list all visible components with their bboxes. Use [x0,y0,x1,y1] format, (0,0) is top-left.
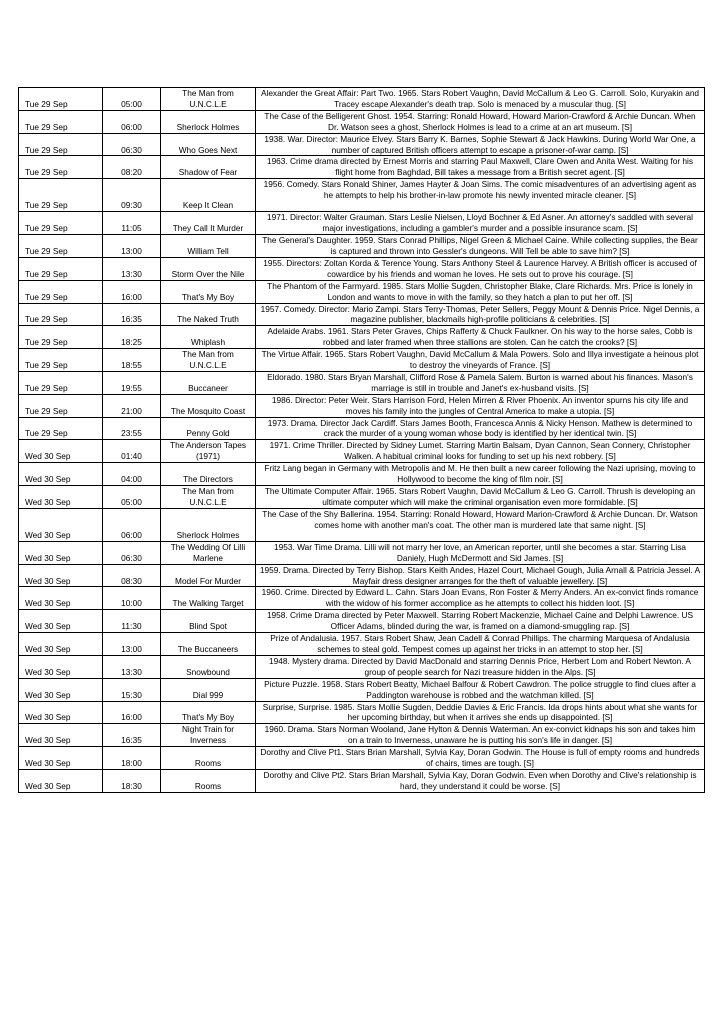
programme-title: That's My Boy [161,701,256,724]
programme-time: 11:30 [103,610,161,633]
schedule-table [18,87,705,793]
programme-date: Wed 30 Sep [19,440,103,463]
programme-date: Tue 29 Sep [19,349,103,372]
programme-description: Adelaide Arabs. 1961. Stars Peter Graves, Chips Rafferty & Chuck Faulkner. On his way to the horse sales, Cobb is robbed and later framed when three stallions are stolen. Can he catch the crooks? [S] [256,326,705,349]
programme-title: The Man from U.N.C.L.E [161,349,256,372]
programme-time: 16:00 [103,701,161,724]
programme-date: Tue 29 Sep [19,257,103,280]
programme-time: 16:35 [103,724,161,747]
programme-date: Wed 30 Sep [19,486,103,509]
programme-time: 05:00 [103,88,161,111]
schedule-row [19,235,705,258]
programme-time: 13:30 [103,257,161,280]
programme-time: 05:00 [103,486,161,509]
programme-title: Blind Spot [161,610,256,633]
programme-date: Tue 29 Sep [19,394,103,417]
programme-title: The Buccaneers [161,633,256,656]
programme-title: Dial 999 [161,678,256,701]
programme-date: Wed 30 Sep [19,701,103,724]
programme-time: 23:55 [103,417,161,440]
programme-description: The General's Daughter. 1959. Stars Conrad Phillips, Nigel Green & Michael Caine. While collecting supplies, the Bear is captured and thrown into Gessler's dungeons. Will Tell be able to save him? [S] [256,235,705,258]
programme-time: 16:35 [103,303,161,326]
programme-description: Fritz Lang began in Germany with Metropolis and M. He then built a new career following the Nazi uprising, moving to Hollywood to become the king of film noir. [S] [256,463,705,486]
programme-time: 08:30 [103,564,161,587]
programme-description: 1938. War. Director: Maurice Elvey. Stars Barry K. Barnes, Sophie Stewart & Jack Hawkins. During World War One, a number of captured British officers attempt to escape a prisoner-of-war camp. [S] [256,133,705,156]
programme-date: Wed 30 Sep [19,633,103,656]
programme-description: 1957. Comedy. Director: Mario Zampi. Stars Terry-Thomas, Peter Sellers, Peggy Mount & Dennis Price. Nigel Dennis, a magazine publisher, blackmails high-profile politicians & celebrities. [S] [256,303,705,326]
programme-time: 10:00 [103,587,161,610]
programme-description: The Case of the Belligerent Ghost. 1954. Starring: Ronald Howard, Howard Marion-Crawford & Archie Duncan. When Dr. Watson sees a ghost, Sherlock Holmes is lead to a crime at an art museum. [S] [256,110,705,133]
programme-description: 1963. Crime drama directed by Ernest Morris and starring Paul Maxwell, Clare Owen and Anita West. Waiting for his flight home from Baghdad, Bill takes a message from a British secret agent. [S] [256,156,705,179]
programme-date: Tue 29 Sep [19,303,103,326]
programme-title: The Man from U.N.C.L.E [161,88,256,111]
programme-date: Tue 29 Sep [19,371,103,394]
programme-date: Tue 29 Sep [19,326,103,349]
schedule-row [19,724,705,747]
programme-description: The Ultimate Computer Affair. 1965. Stars Robert Vaughn, David McCallum & Leo G. Carroll. Thrush is developing an ultimate computer which will make the criminal organisation even more formidable. [S] [256,486,705,509]
schedule-row [19,633,705,656]
programme-title: Rooms [161,747,256,770]
programme-description: Dorothy and Clive Pt1. Stars Brian Marshall, Sylvia Kay, Doran Godwin. The House is full of empty rooms and hundreds of chairs, times are tough. [S] [256,747,705,770]
programme-title: Sherlock Holmes [161,508,256,541]
programme-description: Picture Puzzle. 1958. Stars Robert Beatty, Michael Balfour & Robert Cawdron. The police struggle to find clues after a Paddington warehouse is robbed and the watchman killed. [S] [256,678,705,701]
programme-title: The Man from U.N.C.L.E [161,486,256,509]
programme-date: Tue 29 Sep [19,156,103,179]
programme-time: 18:00 [103,747,161,770]
programme-time: 13:30 [103,655,161,678]
programme-date: Wed 30 Sep [19,541,103,564]
schedule-row [19,417,705,440]
programme-date: Tue 29 Sep [19,235,103,258]
programme-time: 01:40 [103,440,161,463]
schedule-row [19,88,705,111]
programme-description: 1971. Crime Thriller. Directed by Sidney Lumet. Starring Martin Balsam, Dyan Cannon, Sean Connery, Christopher Walken. A habitual criminal looks for funding to set up his next robbery. [S] [256,440,705,463]
schedule-row [19,394,705,417]
schedule-row [19,280,705,303]
programme-time: 06:30 [103,133,161,156]
schedule-row [19,486,705,509]
programme-time: 09:30 [103,179,161,212]
programme-description: Alexander the Great Affair: Part Two. 1965. Stars Robert Vaughn, David McCallum & Leo G. Carroll. Solo, Kuryakin and Tracey escape Alexander's death trap. Solo is menaced by a muscular thug. [S] [256,88,705,111]
schedule-row [19,564,705,587]
programme-date: Tue 29 Sep [19,133,103,156]
schedule-row [19,587,705,610]
programme-description: The Virtue Affair. 1965. Stars Robert Vaughn, David McCallum & Mala Powers. Solo and Illya investigate a heinous plot to destroy the vineyards of France. [S] [256,349,705,372]
programme-title: Who Goes Next [161,133,256,156]
programme-title: William Tell [161,235,256,258]
schedule-row [19,349,705,372]
programme-title: Snowbound [161,655,256,678]
programme-date: Wed 30 Sep [19,587,103,610]
programme-description: 1953. War Time Drama. Lilli will not marry her love, an American reporter, until she becomes a star. Starring Lisa Daniely, Hugh McDermott and Sid James. [S] [256,541,705,564]
schedule-row [19,257,705,280]
schedule-row [19,179,705,212]
programme-date: Wed 30 Sep [19,463,103,486]
programme-title: The Wedding Of Lilli Marlene [161,541,256,564]
schedule-row [19,110,705,133]
programme-description: Prize of Andalusia. 1957. Stars Robert Shaw, Jean Cadell & Conrad Phillips. The charming Marquesa of Andalusia schemes to steal gold. Tempest comes up against her tricks in an attempt to stop her. [S] [256,633,705,656]
programme-time: 21:00 [103,394,161,417]
programme-title: Keep It Clean [161,179,256,212]
programme-date: Wed 30 Sep [19,655,103,678]
programme-time: 18:30 [103,769,161,792]
programme-date: Tue 29 Sep [19,179,103,212]
programme-time: 16:00 [103,280,161,303]
programme-description: 1959. Drama. Directed by Terry Bishop. Stars Keith Andes, Hazel Court, Michael Gough, Julia Arnall & Patricia Jessel. A Mayfair dress designer arranges for the theft of valuable jewellery. [S] [256,564,705,587]
programme-description: The Case of the Shy Ballerina. 1954. Starring: Ronald Howard, Howard Marion-Crawford & Archie Duncan. Dr. Watson comes home with another man's coat. The other man is murdered late that same night. [S] [256,508,705,541]
programme-title: The Anderson Tapes (1971) [161,440,256,463]
programme-date: Wed 30 Sep [19,769,103,792]
programme-title: Storm Over the Nile [161,257,256,280]
schedule-row [19,156,705,179]
programme-title: The Walking Target [161,587,256,610]
programme-title: Model For Murder [161,564,256,587]
programme-title: Sherlock Holmes [161,110,256,133]
programme-time: 11:05 [103,212,161,235]
programme-time: 06:00 [103,508,161,541]
programme-date: Tue 29 Sep [19,212,103,235]
programme-date: Wed 30 Sep [19,747,103,770]
schedule-row [19,212,705,235]
programme-time: 19:55 [103,371,161,394]
programme-date: Tue 29 Sep [19,417,103,440]
programme-title: Whiplash [161,326,256,349]
programme-time: 06:00 [103,110,161,133]
programme-description: 1958. Crime Drama directed by Peter Maxwell. Starring Robert Mackenzie, Michael Caine and Delphi Lawrence. US Officer Adams, blinded during the war, is framed on a diamond-smuggling rap. [S] [256,610,705,633]
programme-description: Eldorado. 1980. Stars Bryan Marshall, Clifford Rose & Pamela Salem. Burton is warned about his finances. Mason's marriage is still in trouble and Janet's ex-husband visits. [S] [256,371,705,394]
schedule-row [19,133,705,156]
programme-title: Penny Gold [161,417,256,440]
schedule-row [19,769,705,792]
schedule-row [19,303,705,326]
programme-description: 1955. Directors: Zoltan Korda & Terence Young. Stars Anthony Steel & Laurence Harvey. A British officer is accused of cowardice by his friends and woman he loves. He sets out to prove his courage. [S] [256,257,705,280]
schedule-row [19,508,705,541]
schedule-row [19,610,705,633]
programme-title: The Directors [161,463,256,486]
programme-time: 18:25 [103,326,161,349]
programme-time: 18:55 [103,349,161,372]
programme-title: Buccaneer [161,371,256,394]
programme-title: Shadow of Fear [161,156,256,179]
schedule-row [19,440,705,463]
schedule-row [19,701,705,724]
schedule-row [19,541,705,564]
programme-description: 1986. Director: Peter Weir. Stars Harrison Ford, Helen Mirren & River Phoenix. An inventor spurns his city life and moves his family into the jungles of Central America to make a utopia. [S] [256,394,705,417]
programme-date: Wed 30 Sep [19,610,103,633]
schedule-page [18,87,704,793]
schedule-body [19,88,705,793]
programme-description: Surprise, Surprise. 1985. Stars Mollie Sugden, Deddie Davies & Eric Francis. Ida drops hints about what she wants for her upcoming birthday, but when it arrives she ends up disappointed. [S] [256,701,705,724]
schedule-row [19,678,705,701]
programme-description: 1956. Comedy. Stars Ronald Shiner, James Hayter & Joan Sims. The comic misadventures of an advertising agent as he attempts to help his brother-in-law promote his newly invented miracle cleaner. [S] [256,179,705,212]
programme-title: Night Train for Inverness [161,724,256,747]
programme-time: 15:30 [103,678,161,701]
programme-description: 1971. Director: Walter Grauman. Stars Leslie Nielsen, Lloyd Bochner & Ed Asner. An attorney's saddled with several major investigations, including a gambler's murder and a possible insurance scam. [S] [256,212,705,235]
programme-title: The Naked Truth [161,303,256,326]
programme-date: Tue 29 Sep [19,88,103,111]
schedule-row [19,655,705,678]
programme-title: Rooms [161,769,256,792]
programme-date: Tue 29 Sep [19,280,103,303]
programme-date: Wed 30 Sep [19,678,103,701]
programme-description: Dorothy and Clive Pt2. Stars Brian Marshall, Sylvia Kay, Doran Godwin. Even when Dorothy and Clive's relationship is hard, they understand it could be worse. [S] [256,769,705,792]
programme-title: That's My Boy [161,280,256,303]
schedule-row [19,747,705,770]
schedule-row [19,326,705,349]
programme-description: 1960. Drama. Stars Norman Wooland, Jane Hylton & Dennis Waterman. An ex-convict kidnaps his son and takes him on a train to Inverness, unaware he is putting his son's life in danger. [S] [256,724,705,747]
programme-time: 13:00 [103,633,161,656]
programme-date: Wed 30 Sep [19,508,103,541]
programme-date: Wed 30 Sep [19,564,103,587]
programme-description: 1973. Drama. Director Jack Cardiff. Stars James Booth, Francesca Annis & Nicky Henson. Mathew is determined to crack the murder of a young woman whose body is identified by her identical twin. [S] [256,417,705,440]
programme-description: 1948. Mystery drama. Directed by David MacDonald and starring Dennis Price, Herbert Lom and Robert Newton. A group of people search for Nazi treasure hidden in the Alps. [S] [256,655,705,678]
programme-time: 06:30 [103,541,161,564]
schedule-row [19,371,705,394]
programme-description: The Phantom of the Farmyard. 1985. Stars Mollie Sugden, Christopher Blake, Clare Richards. Mrs. Price is lonely in London and wants to move in with the family, so they hatch a plan to put her off. [S] [256,280,705,303]
programme-date: Wed 30 Sep [19,724,103,747]
programme-title: They Call It Murder [161,212,256,235]
programme-date: Tue 29 Sep [19,110,103,133]
programme-time: 08:20 [103,156,161,179]
programme-description: 1960. Crime. Directed by Edward L. Cahn. Stars Joan Evans, Ron Foster & Merry Anders. An ex-convict finds romance with the widow of his former accomplice as he attempts to collect his hidden loot. [S] [256,587,705,610]
programme-title: The Mosquito Coast [161,394,256,417]
programme-time: 13:00 [103,235,161,258]
schedule-row [19,463,705,486]
programme-time: 04:00 [103,463,161,486]
